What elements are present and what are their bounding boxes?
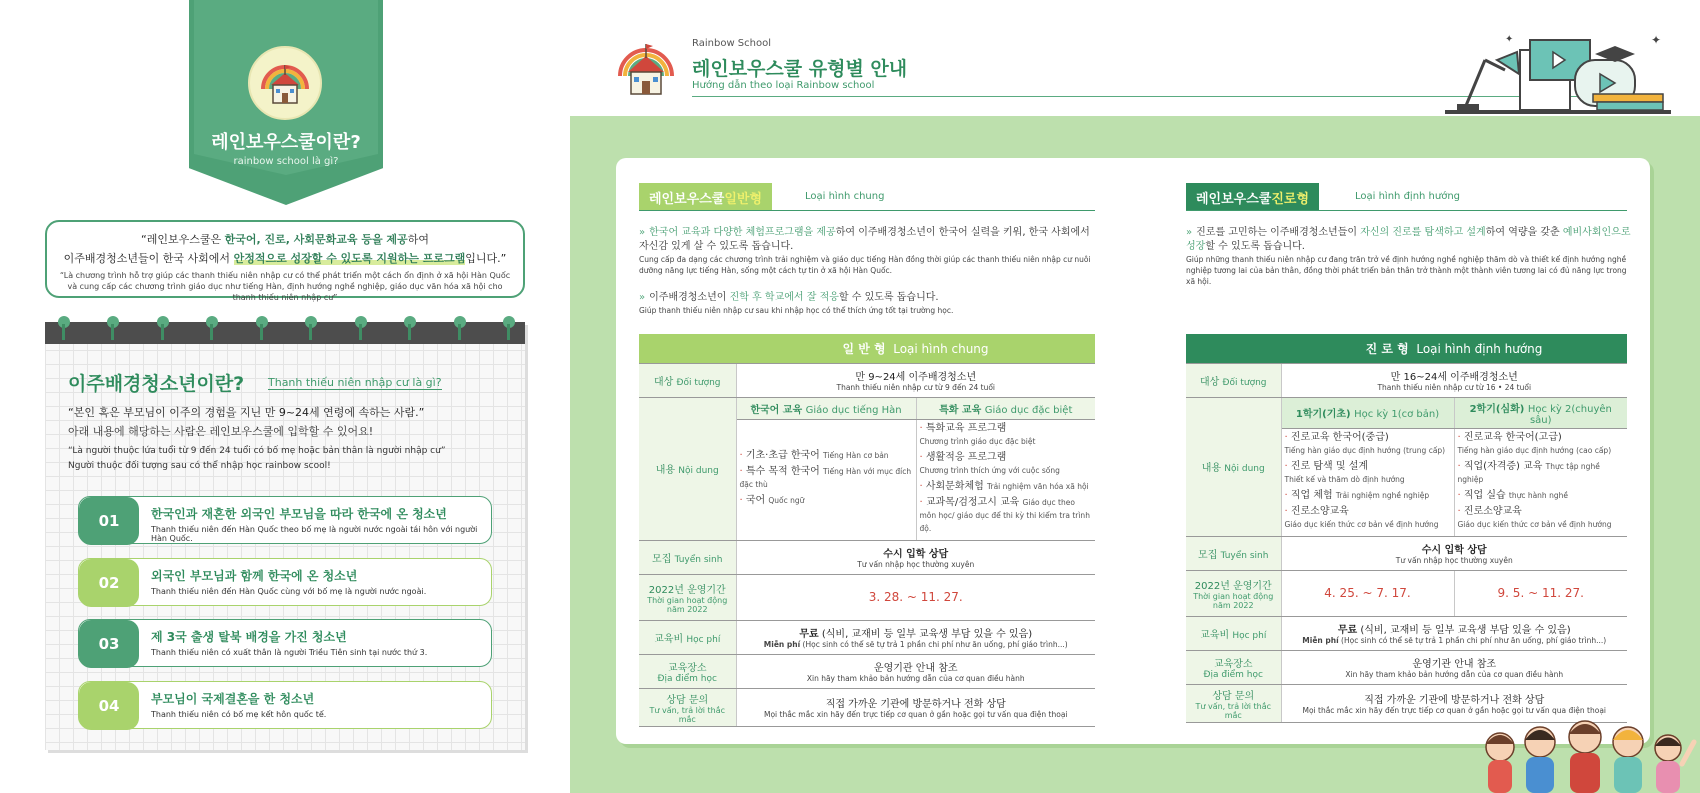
recruit-value: 수시 입학 상담 Tư vấn nhập học thường xuyên: [1281, 536, 1627, 570]
category-vn: Thanh thiếu niên đến Hàn Quốc theo bố mẹ là người nước ngoài tái hôn với người Hàn Quốc.: [151, 525, 478, 543]
category-item: [78, 619, 492, 667]
category-number: 02: [79, 559, 139, 607]
svg-text:✦: ✦: [1651, 33, 1662, 47]
place-label: 교육장소 Địa điểm học: [1186, 650, 1281, 684]
table-row: [639, 654, 1095, 688]
table-head: 진 로 형 Loại hình định hướng: [1281, 334, 1627, 363]
table-head-row: [639, 334, 1095, 363]
ribbon-subtitle: rainbow school là gì?: [233, 156, 339, 167]
semester1-head: 1학기(기초) Học kỳ 1(cơ bản): [1281, 397, 1454, 428]
notebook-title-vn: Thanh thiếu niên nhập cư là gì?: [268, 376, 442, 389]
table-row: [1186, 363, 1627, 397]
notebook-line-3: “Là người thuộc lứa tuổi từ 9 đến 24 tuổi có bố mẹ hoặc bản thân là người nhập cư”: [68, 446, 446, 456]
semester2-list: [1454, 428, 1627, 536]
career-bullet-1: » 진로를 고민하는 이주배경청소년들이 자신의 진로를 탐색하고 설계하여 역량을 갖춘 예비사회인으로 성장할 수 있도록 돕습니다. Giúp những thanh thiếu niên nhập cư đang trăn trở về định hướng nghề nghiệp thăm dò và thiết kế định hướng nghề nghiệp tương lai của bản thân, đồng thời phát triển bản thân trở thành một thành viên tương lai có đủ năng lực trong xã hội.: [1186, 227, 1631, 286]
special-edu-list: [916, 419, 1095, 540]
table-row: [1186, 536, 1627, 570]
place-value: 운영기관 안내 참조 Xin hãy tham khảo bản hướng dẫn của cơ quan điều hành: [1281, 650, 1627, 684]
notebook-ring: [506, 316, 512, 338]
children-illustration: [1460, 702, 1700, 793]
table-row: [1186, 616, 1627, 650]
list-item: · 교과목/검정고시 교육 Giáo dục theo môn học/ giáo dục để thi kỳ thi kiểm tra trình độ.: [920, 496, 1093, 535]
header-school: Rainbow School: [692, 38, 771, 49]
list-item: · 직업(자격증) 교육 Thực tập nghề nghiệp: [1458, 460, 1625, 486]
list-item: · 진로교육 한국어(중급) Tiếng hàn giáo dục định hướng (trung cấp): [1285, 431, 1451, 457]
korean-edu-list: [736, 419, 916, 540]
notebook-ring: [259, 316, 265, 338]
category-vn: Thanh thiếu niên đến Hàn Quốc cùng với bố mẹ là người nước ngoài.: [151, 587, 427, 596]
period2-value: 9. 5. ~ 11. 27.: [1454, 570, 1627, 616]
list-item: · 직업 체험 Trải nghiệm nghề nghiệp: [1285, 489, 1451, 502]
notebook-ring: [110, 316, 116, 338]
general-type-tag: 레인보우스쿨 일반형: [639, 183, 772, 211]
rainbow-house-icon: [614, 36, 678, 98]
general-bullet-1: » 한국어 교육과 다양한 체험프로그램을 제공하여 이주배경청소년이 한국어 실력을 키워, 한국 사회에서 자신감 있게 살 수 있도록 돕습니다. Cung cấp đa dạng các chương trình trải nghiệm và giáo dục tiếng Hàn đồng thời giúp các thanh thiếu niên nhập cư nuôi dưỡng năng lực tiếng Hàn, sống một cách tự tin ở xã hội Hàn Quốc.: [639, 227, 1091, 275]
category-item: [78, 681, 492, 729]
content-label: 내용 Nội dung: [639, 397, 736, 540]
recruit-value: 수시 입학 상담 Tư vấn nhập học thường xuyên: [736, 540, 1095, 574]
general-divider: [639, 210, 1095, 211]
table-row: [1186, 650, 1627, 684]
quote-line-1: “레인보우스쿨은 한국어, 진로, 사회문화교육 등을 제공하여: [141, 233, 429, 246]
table-row: [639, 363, 1095, 397]
period-label: 2022년 운영기간 Thời gian hoạt động năm 2022: [639, 574, 736, 620]
category-number: 03: [79, 620, 139, 668]
category-title: 부모님이 국제결혼을 한 청소년: [151, 692, 315, 706]
list-item: · 진로 탐색 및 설계 Thiết kế và thăm dò định hướng: [1285, 460, 1451, 486]
category-title: 한국인과 재혼한 외국인 부모님을 따라 한국에 온 청소년: [151, 507, 447, 521]
korean-edu-head: 한국어 교육 Giáo dục tiếng Hàn: [736, 397, 916, 419]
header-logo: [614, 36, 678, 98]
definition-quote-box: [45, 220, 525, 302]
notebook-ring: [457, 316, 463, 338]
period-label: 2022년 운영기간 Thời gian hoạt động năm 2022: [1186, 570, 1281, 616]
place-label: 교육장소 Địa điểm học: [639, 654, 736, 688]
recruit-label: 모집 Tuyển sinh: [1186, 536, 1281, 570]
list-item: · 국어 Quốc ngữ: [740, 494, 913, 507]
header-title: 레인보우스쿨 유형별 안내: [692, 58, 908, 80]
study-illustration: [1445, 30, 1671, 116]
fee-label: 교육비 Học phí: [1186, 616, 1281, 650]
recruit-label: 모집 Tuyển sinh: [639, 540, 736, 574]
target-value: 만 9~24세 이주배경청소년 Thanh thiếu niên nhập cư từ 9 đến 24 tuổi: [736, 363, 1095, 397]
table-row: [639, 540, 1095, 574]
books-lamp-icon: [1445, 30, 1671, 116]
career-type-vn: Loại hình định hướng: [1355, 191, 1461, 202]
notebook-ring: [209, 316, 215, 338]
table-row: [639, 574, 1095, 620]
career-divider: [1186, 210, 1627, 211]
target-label: 대상 Đối tượng: [639, 363, 736, 397]
general-bullet-2: » 이주배경청소년이 진학 후 학교에서 잘 적응할 수 있도록 돕습니다. Giúp thanh thiếu niên nhập cư sau khi nhập học có thể thích ứng tốt tại trường học.: [639, 292, 954, 315]
notebook-ring: [407, 316, 413, 338]
fee-value: 무료 (식비, 교재비 등 일부 교육생 부담 있을 수 있음) Miễn phí (Học sinh có thể sẽ tự trả 1 phần chi phí như ăn uống, phí giáo trình...): [1281, 616, 1627, 650]
special-edu-head: 특화 교육 Giáo dục đặc biệt: [916, 397, 1095, 419]
semester2-head: 2학기(심화) Học kỳ 2(chuyên sâu): [1454, 397, 1627, 428]
table-corner: [1186, 334, 1281, 363]
list-item: · 기초·초급 한국어 Tiếng Hàn cơ bản: [740, 449, 913, 462]
consult-label: 상담 문의 Tư vấn, trả lời thắc mắc: [639, 688, 736, 726]
notebook-line-1: “본인 혹은 부모님이 이주의 경험을 지닌 만 9~24세 연령에 속하는 사람.”: [68, 406, 425, 419]
table-head: 일 반 형 Loại hình chung: [736, 334, 1095, 363]
quote-line-2: 이주배경청소년들이 한국 사회에서 안정적으로 성장할 수 있도록 지원하는 프로그램입니다.”: [63, 252, 507, 265]
children-group-icon: [1460, 702, 1700, 793]
general-info-table: [639, 334, 1095, 727]
general-type-vn: Loại hình chung: [805, 191, 885, 202]
list-item: · 사회문화체험 Trải nghiệm văn hóa xã hội: [920, 480, 1093, 493]
ribbon-title: 레인보우스쿨이란?: [211, 132, 361, 153]
table-row: [639, 620, 1095, 654]
header-subtitle: Hướng dẫn theo loại Rainbow school: [692, 80, 875, 91]
consult-label: 상담 문의 Tư vấn, trả lời thắc mắc: [1186, 684, 1281, 722]
notebook-ring: [358, 316, 364, 338]
table-corner: [639, 334, 736, 363]
category-title: 제 3국 출생 탈북 배경을 가진 청소년: [151, 630, 347, 644]
fee-value: 무료 (식비, 교재비 등 일부 교육생 부담 있을 수 있음) Miễn phí (Học sinh có thể sẽ tự trả 1 phần chi phí như ăn uống, phí giáo trình...): [736, 620, 1095, 654]
table-row: [1186, 397, 1627, 428]
category-number: 04: [79, 682, 139, 730]
quote-vn: “Là chương trình hỗ trợ giúp các thanh thiếu niên nhập cư có thể phát triển một cách ổn định ở xã hội Hàn Quốc và cung cấp các chương trình giáo dục như tiếng Hàn, định hướng nghề nghiệp, giáo dục văn hóa xã hội cho thanh thiếu niên nhập cư”: [59, 271, 511, 302]
target-value: 만 16~24세 이주배경청소년 Thanh thiếu niên nhập cư từ 16 • 24 tuổi: [1281, 363, 1627, 397]
category-item: [78, 496, 492, 544]
notebook-title: 이주배경청소년이란?: [68, 373, 245, 395]
list-item: · 특화교육 프로그램 Chương trình giáo dục đặc biệt: [920, 422, 1093, 448]
school-logo: [248, 46, 322, 120]
notebook-ring: [160, 316, 166, 338]
career-type-tag: 레인보우스쿨 진로형: [1186, 183, 1319, 211]
category-title: 외국인 부모님과 함께 한국에 온 청소년: [151, 569, 358, 583]
period-value: 3. 28. ~ 11. 27.: [736, 574, 1095, 620]
category-vn: Thanh thiếu niên có xuất thân là người Triều Tiên sinh tại nước thứ 3.: [151, 648, 428, 657]
category-item: [78, 558, 492, 606]
table-head-row: [1186, 334, 1627, 363]
svg-text:✦: ✦: [1505, 34, 1514, 45]
list-item: · 생활적응 프로그램 Chương trình thích ứng với cuộc sống: [920, 451, 1093, 477]
period1-value: 4. 25. ~ 7. 17.: [1281, 570, 1454, 616]
list-item: · 진로교육 한국어(고급) Tiếng hàn giáo dục định hướng (cao cấp): [1458, 431, 1625, 457]
consult-value: 직접 가까운 기관에 방문하거나 전화 상담 Mọi thắc mắc xin hãy đến trực tiếp cơ quan ở gần hoặc gọi tư vấn qua điện thoại: [736, 688, 1095, 726]
list-item: · 진로소양교육 Giáo dục kiến thức cơ bản về định hướng: [1285, 505, 1451, 531]
target-label: 대상 Đối tượng: [1186, 363, 1281, 397]
consult-value: 직접 가까운 기관에 방문하거나 전화 상담 Mọi thắc mắc xin hãy đến trực tiếp cơ quan ở gần hoặc gọi tư vấn qua điện thoại: [1281, 684, 1627, 722]
notebook-ring: [308, 316, 314, 338]
notebook-line-4: Người thuộc đối tượng sau có thể nhập học rainbow scool!: [68, 461, 331, 471]
place-value: 운영기관 안내 참조 Xin hãy tham khảo bản hướng dẫn của cơ quan điều hành: [736, 654, 1095, 688]
content-label: 내용 Nội dung: [1186, 397, 1281, 536]
fee-label: 교육비 Học phí: [639, 620, 736, 654]
notebook-ring: [61, 316, 67, 338]
notebook-line-2: 아래 내용에 해당하는 사람은 레인보우스쿨에 입학할 수 있어요!: [68, 425, 374, 438]
list-item: · 특수 목적 한국어 Tiếng Hàn với mục đích đặc thù: [740, 465, 913, 491]
list-item: · 진로소양교육 Giáo dục kiến thức cơ bản về định hướng: [1458, 505, 1625, 531]
category-vn: Thanh thiếu niên có bố mẹ kết hôn quốc tế.: [151, 710, 327, 719]
rainbow-house-icon: [257, 55, 313, 111]
table-row: [1186, 570, 1627, 616]
table-row: [639, 397, 1095, 419]
list-item: · 직업 실습 thực hành nghề: [1458, 489, 1625, 502]
category-number: 01: [79, 497, 139, 545]
semester1-list: [1281, 428, 1454, 536]
table-row: [639, 688, 1095, 726]
career-info-table: [1186, 334, 1627, 723]
